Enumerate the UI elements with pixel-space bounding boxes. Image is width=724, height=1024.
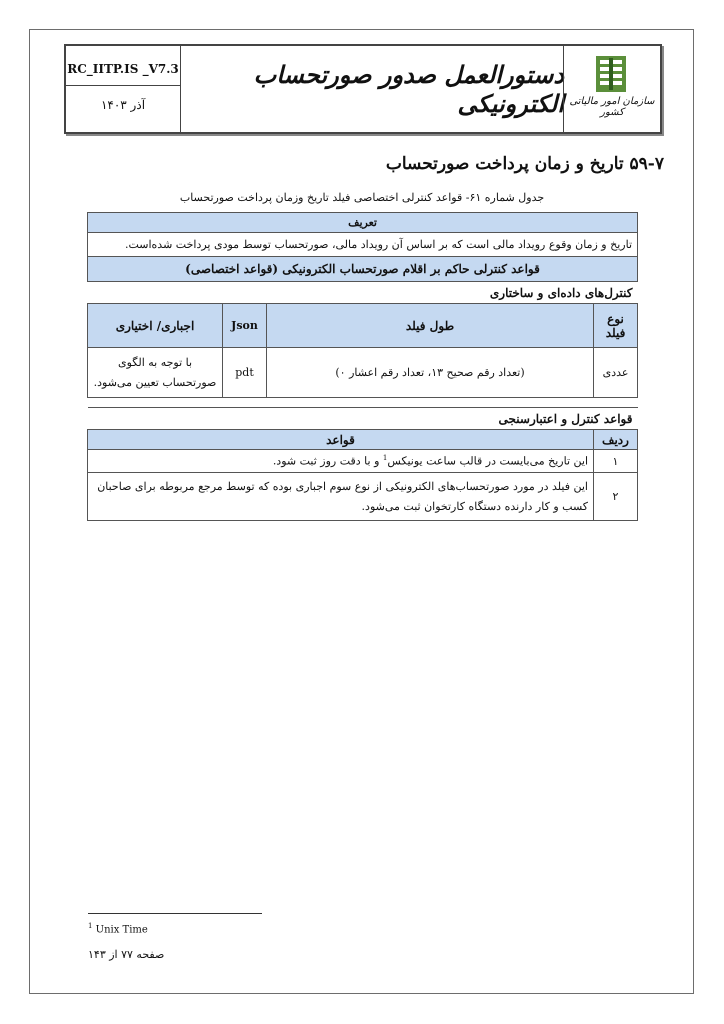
validation-table [87, 407, 638, 521]
rule-text-part: این تاریخ می‌بایست در قالب ساعت یونیکس [387, 454, 588, 468]
structure-heading-row [88, 282, 638, 304]
rule-text-part: و با دقت روز ثبت شود. [272, 454, 383, 468]
required-value: با توجه به الگوی صورتحساب تعیین می‌شود. [88, 348, 223, 398]
document-header [64, 44, 662, 134]
col-required: اجباری/ اختیاری [88, 304, 223, 348]
rules-table [87, 212, 638, 398]
definition-heading: تعریف [88, 213, 638, 233]
header-meta [66, 46, 181, 132]
org-logo-cell [563, 46, 660, 132]
footnote-separator [88, 913, 262, 914]
table-caption: جدول شماره ۶۱- قواعد کنترلی اختصاصی فیلد تاریخ وزمان پرداخت صورتحساب [179, 191, 545, 204]
org-logo-icon [594, 54, 628, 94]
rule-index: ۲ [594, 473, 638, 521]
doc-title: دستورالعمل صدور صورتحساب الکترونیکی [253, 60, 564, 118]
json-key-value: pdt [223, 348, 267, 398]
header-divider [66, 85, 180, 86]
col-field-type: نوع فیلد [594, 304, 638, 348]
rule-index: ۱ [594, 450, 638, 473]
validation-header-row [88, 430, 638, 450]
doc-code: RC_IITP.IS _V7.3 [67, 62, 179, 76]
structure-heading: کنترل‌های داده‌ای و ساختاری [88, 282, 638, 304]
org-name: سازمان امور مالیاتی کشور [569, 96, 655, 118]
section-title: ۵۹-۷ تاریخ و زمان پرداخت صورتحساب [385, 154, 664, 174]
col-field-length: طول فیلد [267, 304, 594, 348]
rules-heading-row [88, 257, 638, 282]
field-length-value: (تعداد رقم صحیح ۱۳، تعداد رقم اعشار ۰) [267, 348, 594, 398]
rule-text: این فیلد در مورد صورتحساب‌های الکترونیکی از نوع سوم اجباری بوده که توسط مرجع مربوطه برای صاحبان کسب و کار دارنده دستگاه کارتخوان ثبت می‌شود. [88, 473, 594, 521]
footnote-text: Unix Time [95, 924, 148, 936]
validation-heading-row [88, 408, 638, 430]
footnote-number: 1 [88, 922, 93, 930]
structure-header-row [88, 304, 638, 348]
structure-data-row [88, 348, 638, 398]
validation-row-2 [88, 473, 638, 521]
definition-row [88, 233, 638, 257]
page-number: صفحه ۷۷ از ۱۴۳ [88, 948, 165, 961]
validation-heading: قواعد کنترل و اعتبارسنجی [88, 408, 638, 430]
col-index: ردیف [594, 430, 638, 450]
col-rule: قواعد [88, 430, 594, 450]
validation-row-1 [88, 450, 638, 473]
definition-heading-row [88, 213, 638, 233]
footnote [88, 922, 148, 935]
rule-text [88, 450, 594, 473]
definition-text: تاریخ و زمان وقوع رویداد مالی است که بر اساس آن رویداد مالی، صورتحساب توسط مودی پرداخت شده‌است. [88, 233, 638, 257]
col-json: Json [223, 304, 267, 348]
rules-heading: قواعد کنترلی حاکم بر اقلام صورتحساب الکترونیکی (قواعد اختصاصی) [88, 257, 638, 282]
field-type-value: عددی [594, 348, 638, 398]
footnote-ref: 1 [382, 454, 388, 463]
doc-date: آذر ۱۴۰۳ [100, 98, 146, 112]
